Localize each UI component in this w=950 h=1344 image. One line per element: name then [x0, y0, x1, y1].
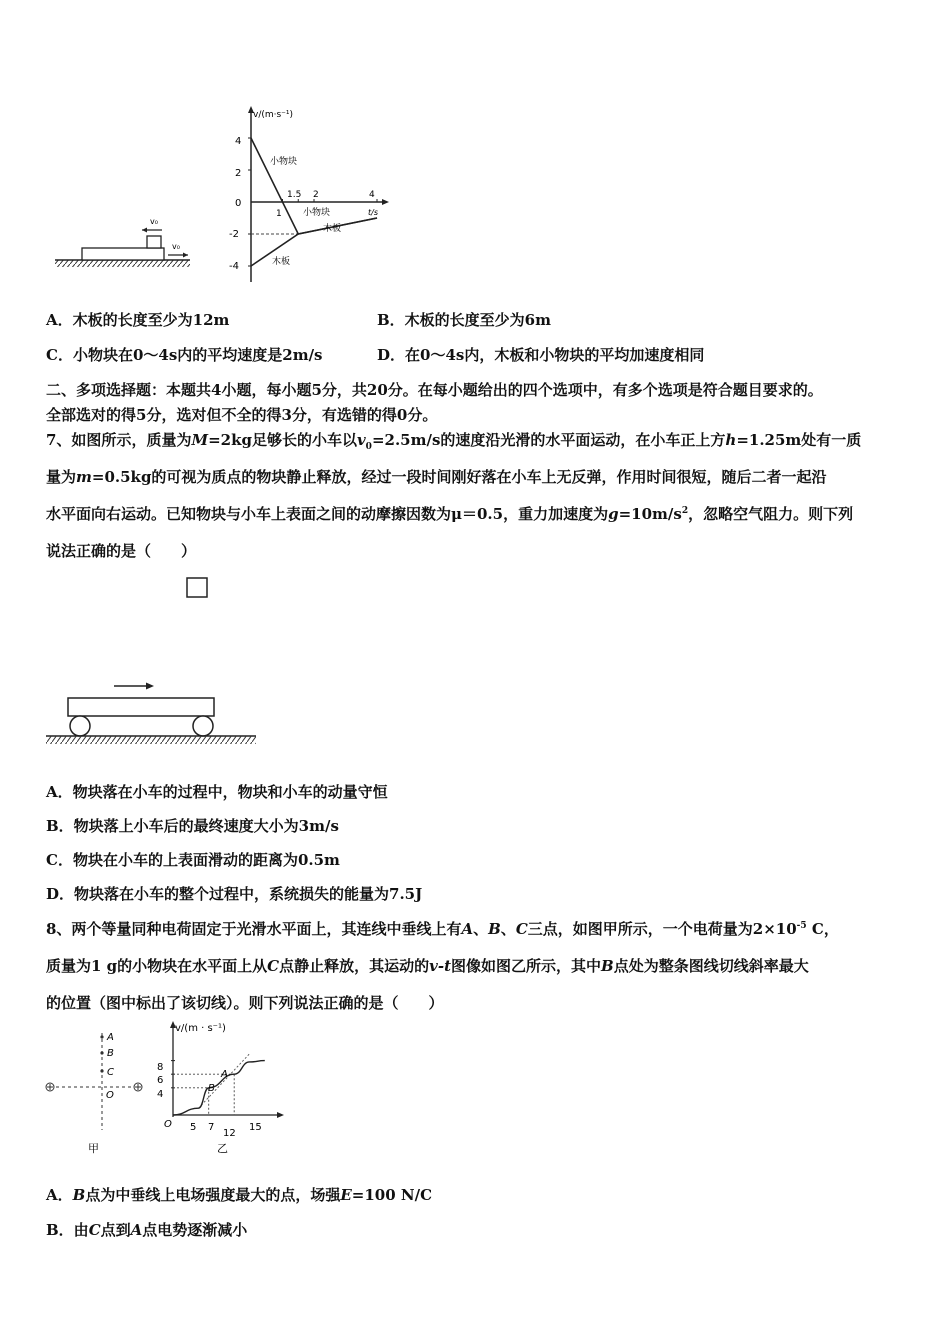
point-b-label: B: [208, 1083, 215, 1094]
y-tick-8: 8: [157, 1062, 164, 1073]
x-axis-label: t/s: [368, 208, 378, 217]
q8-figure-yi: [155, 1018, 290, 1160]
cart-body: [68, 698, 214, 716]
q6-vt-graph: [225, 104, 395, 289]
cart-wheel-left: [70, 716, 90, 736]
point-b-label: B: [107, 1048, 114, 1059]
y-axis-label: v/(m · s⁻¹): [175, 1023, 226, 1034]
block: [147, 236, 161, 248]
series-board-line: [251, 218, 377, 266]
y-axis-label: v/(m·s⁻¹): [253, 110, 294, 120]
label-block-upper: 小物块: [270, 157, 298, 167]
x-tick-2: 2: [313, 190, 319, 200]
point-b-dot: [100, 1051, 103, 1054]
label-board-right: 木板: [323, 224, 342, 234]
x-axis-arrowhead: [382, 199, 389, 205]
y-tick-6: 6: [157, 1075, 164, 1086]
ground-hatch: [55, 260, 190, 267]
q8-stem-line2: 质量为1 g的小物块在水平面上从C点静止释放，其运动的v-t图像如图乙所示，其中B点处为整条图线切线斜率最大: [46, 957, 809, 975]
y-tick-neg4: -4: [229, 261, 239, 272]
board-velocity-label: v₀: [172, 242, 180, 251]
q8-stem-line1: 8、两个等量同种电荷固定于光滑水平面上，其连线中垂线上有A、B、C三点，如图甲所示，一个电荷量为$2\times 10^{-5}$ C，: [46, 920, 839, 938]
y-tick-0: 0: [235, 198, 242, 209]
section2-header-line1: 二、多项选择题：本题共4小题，每小题5分，共20分。在每小题给出的四个选项中，有多个选项是符合题目要求的。: [46, 381, 823, 399]
y-tick-neg2: -2: [229, 229, 239, 240]
point-o-label: O: [106, 1090, 114, 1101]
q7-stem-line3: 水平面向右运动。已知物块与小车上表面之间的动摩擦因数为μ＝0.5，重力加速度为$g=10m/s^2$，忽略空气阻力。则下列: [46, 505, 854, 523]
x-tick-7: 7: [208, 1122, 215, 1133]
tangent-line: [199, 1054, 250, 1108]
x-tick-1.5: 1.5: [287, 190, 302, 200]
caption-yi: 乙: [217, 1142, 228, 1155]
q7-option-b: B．物块落上小车后的最终速度大小为3m/s: [46, 817, 339, 835]
y-tick-2: 2: [235, 168, 242, 179]
ground-hatch: [46, 736, 256, 744]
y-tick-4: 4: [157, 1089, 164, 1100]
point-a-dot: [100, 1035, 103, 1038]
origin-label: O: [164, 1119, 172, 1130]
q7-option-a: A．物块落在小车的过程中，物块和小车的动量守恒: [46, 783, 388, 801]
x-tick-4: 4: [369, 190, 375, 200]
q7-option-d: D．物块落在小车的整个过程中，系统损失的能量为7.5J: [46, 885, 423, 903]
caption-jia: 甲: [88, 1142, 99, 1155]
block-velocity-label: v₀: [150, 217, 158, 226]
q8-stem-line3: 的位置（图中标出了该切线）。则下列说法正确的是（ ）: [46, 994, 444, 1012]
x-tick-1: 1: [276, 209, 282, 219]
y-tick-4: 4: [235, 136, 242, 147]
q7-stem-line2: 量为m=0.5kg的可视为质点的物块静止释放，经过一段时间刚好落在小车上无反弹，作用时间很短，随后二者一起沿: [46, 468, 827, 486]
point-c-dot: [100, 1069, 103, 1072]
q8-option-b: B．由C点到A点电势逐渐减小: [46, 1221, 248, 1239]
x-tick-5: 5: [190, 1122, 197, 1133]
point-c-label: C: [107, 1067, 114, 1078]
q6-option-b: B．木板的长度至少为6m: [377, 311, 551, 329]
x-tick-15: 15: [249, 1122, 262, 1133]
q7-option-c: C．物块在小车的上表面滑动的距离为0.5m: [46, 851, 340, 869]
point-a-label: A: [221, 1069, 228, 1080]
label-board-lower: 木板: [272, 257, 291, 267]
cart-wheel-right: [193, 716, 213, 736]
q6-option-d: D．在0～4s内，木板和小物块的平均加速度相同: [377, 346, 705, 364]
q6-board-figure: [50, 210, 200, 275]
q8-option-a: A．B点为中垂线上电场强度最大的点，场强E=100 N/C: [46, 1186, 433, 1204]
series-block-line: [251, 138, 377, 234]
label-block-lower: 小物块: [303, 208, 331, 218]
falling-block: [187, 578, 207, 597]
board: [82, 248, 164, 260]
x-axis-arrowhead: [277, 1112, 284, 1118]
q6-option-a: A．木板的长度至少为12m: [46, 311, 230, 329]
q6-option-c: C．小物块在0～4s内的平均速度是2m/s: [46, 346, 323, 364]
x-tick-12: 12: [223, 1128, 236, 1139]
q7-cart-figure: [42, 574, 262, 749]
q7-stem-line1: 7、如图所示，质量为M=2kg足够长的小车以$v_0=2.5m/s$的速度沿光滑的水平面运动，在小车正上方h=1.25m处有一质: [46, 431, 862, 452]
q7-stem-line4: 说法正确的是（ ）: [46, 542, 197, 560]
q8-figure-jia: [40, 1025, 150, 1160]
section2-header-line2: 全部选对的得5分，选对但不全的得3分，有选错的得0分。: [46, 406, 438, 424]
point-a-label: A: [107, 1032, 114, 1043]
